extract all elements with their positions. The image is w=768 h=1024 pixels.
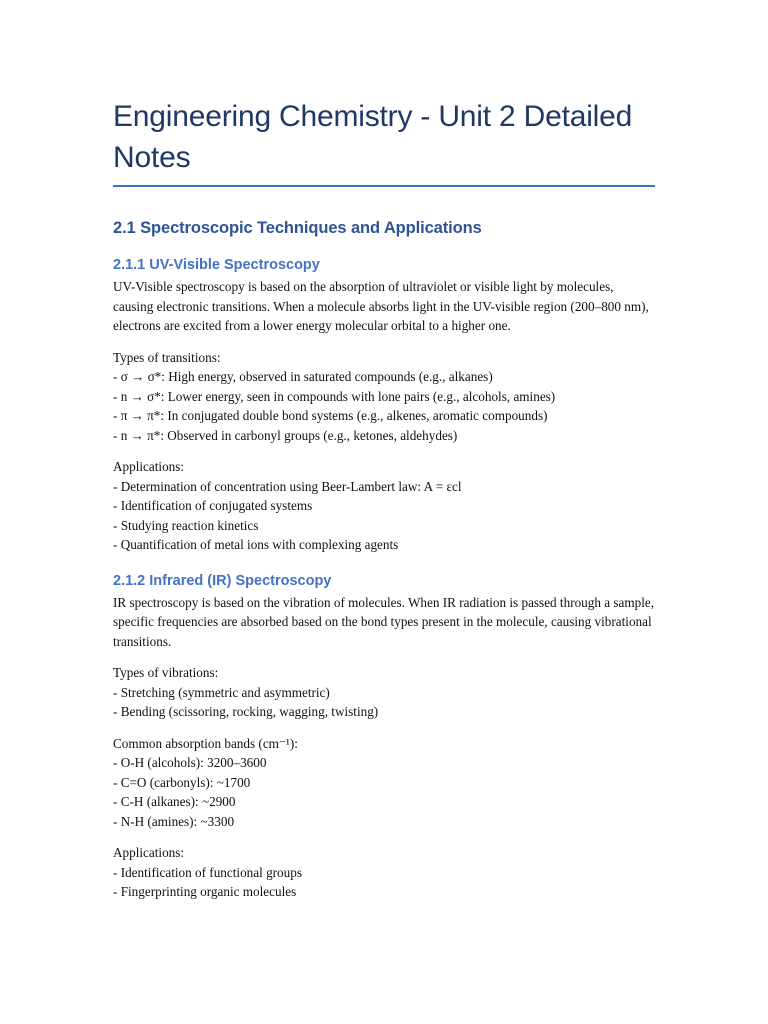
uv-heading: 2.1.1 UV-Visible Spectroscopy xyxy=(113,257,320,273)
uv-intro-paragraph: UV-Visible spectroscopy is based on the absorption of ultraviolet or visible light by molecules, causing electronic transitions. When a molecule absorbs light in the UV-visible region (200–800 nm), electrons are excited from a lower energy molecular orbital to a higher one. xyxy=(113,279,649,333)
ir-applications-block xyxy=(113,843,655,902)
list-item: - Fingerprinting organic molecules xyxy=(113,884,297,899)
list-item: - Determination of concentration using Beer-Lambert law: A = εcl xyxy=(113,478,462,494)
document-title: Engineering Chemistry - Unit 2 Detailed Notes xyxy=(113,100,633,174)
ir-applications-label: Applications: xyxy=(113,845,185,860)
list-item: - σ → σ*: High energy, observed in saturated compounds (e.g., alkanes) xyxy=(113,369,493,384)
ir-vibrations-label: Types of vibrations: xyxy=(113,665,219,680)
list-item: - C-H (alkanes): ~2900 xyxy=(113,794,236,809)
list-item: - n → σ*: Lower energy, seen in compounds with lone pairs (e.g., alcohols, amines) xyxy=(113,388,556,404)
ir-intro-paragraph: IR spectroscopy is based on the vibration of molecules. When IR radiation is passed through a sample, specific frequencies are absorbed based on the bond types present in the molecule, causing vibrational transitions. xyxy=(113,594,655,649)
uv-transitions-label: Types of transitions: xyxy=(113,349,221,365)
ir-bands-label: Common absorption bands (cm⁻¹): xyxy=(113,735,298,751)
document-page xyxy=(113,96,655,914)
list-item: - Identification of conjugated systems xyxy=(113,498,313,513)
ir-vibrations-block xyxy=(113,663,655,722)
ir-bands-block xyxy=(113,734,655,832)
list-item: - Studying reaction kinetics xyxy=(113,517,259,533)
list-item: - N-H (amines): ~3300 xyxy=(113,813,235,829)
list-item: - Quantification of metal ions with complexing agents xyxy=(113,537,399,552)
list-item: - Bending (scissoring, rocking, wagging, twisting) xyxy=(113,704,379,719)
title-underline xyxy=(113,185,655,187)
list-item: - O-H (alcohols): 3200–3600 xyxy=(113,755,267,770)
list-item: - Identification of functional groups xyxy=(113,864,302,880)
list-item: - Stretching (symmetric and asymmetric) xyxy=(113,684,330,700)
list-item: - n → π*: Observed in carbonyl groups (e.g., ketones, aldehydes) xyxy=(113,427,458,443)
uv-applications-label: Applications: xyxy=(113,459,185,474)
uv-transitions-block xyxy=(113,348,655,446)
list-item: - C=O (carbonyls): ~1700 xyxy=(113,774,251,790)
uv-applications-block xyxy=(113,457,655,555)
ir-heading: 2.1.2 Infrared (IR) Spectroscopy xyxy=(113,572,332,589)
section-heading: 2.1 Spectroscopic Techniques and Applications xyxy=(113,219,482,237)
list-item: - π → π*: In conjugated double bond systems (e.g., alkenes, aromatic compounds) xyxy=(113,408,548,423)
